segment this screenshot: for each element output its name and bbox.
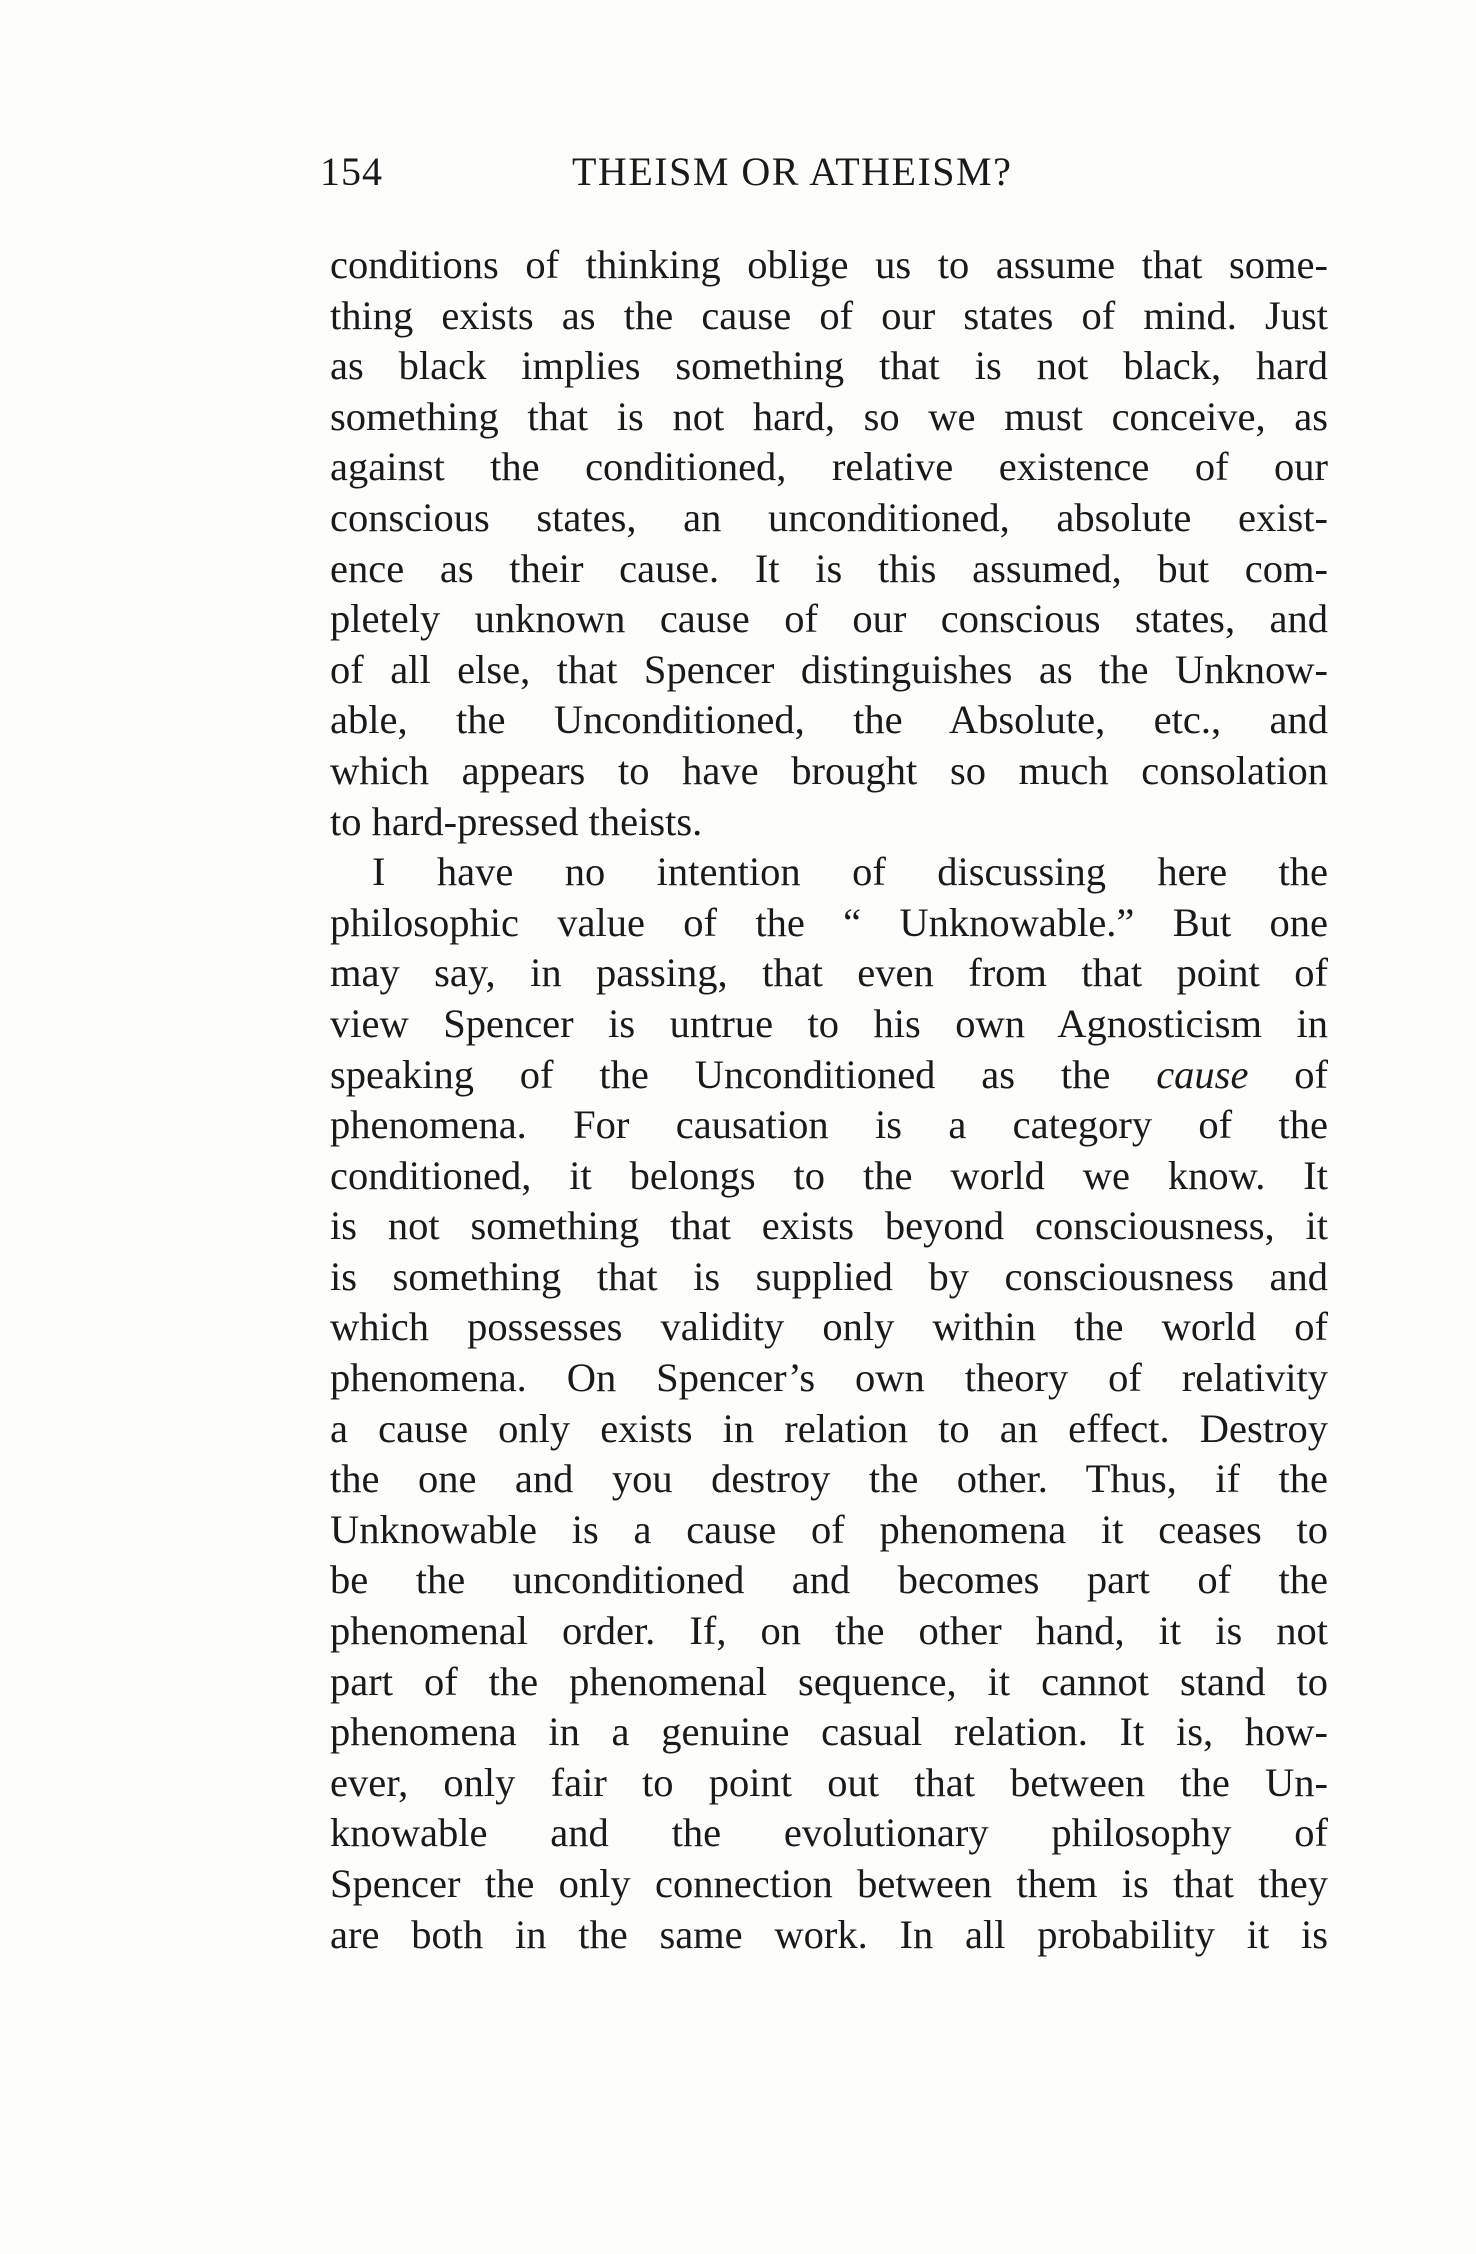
paragraph-1: [330, 240, 1328, 847]
page-number: 154: [320, 149, 383, 194]
text-line: which possesses validity only within the world of: [330, 1304, 1328, 1350]
text-line: able, the Unconditioned, the Absolute, etc., and: [330, 697, 1328, 743]
text-line: conditioned, it belongs to the world we know. It: [330, 1152, 1328, 1198]
text-line: phenomenal order. If, on the other hand, it is not: [330, 1608, 1328, 1654]
text-line: phenomena. On Spencer’s own theory of relativity: [330, 1355, 1328, 1401]
text-line: phenomena in a genuine casual relation. It is, how-: [330, 1709, 1328, 1755]
text-line: part of the phenomenal sequence, it cannot stand to: [330, 1658, 1328, 1704]
text-segment: speaking of the Unconditioned as the: [330, 1051, 1111, 1097]
text-line: view Spencer is untrue to his own Agnosticism in: [330, 1000, 1328, 1046]
text-line: knowable and the evolutionary philosophy of: [330, 1810, 1328, 1856]
text-line: conditions of thinking oblige us to assume that some-: [330, 242, 1328, 287]
text-line: philosophic value of the “ Unknowable.” But one: [330, 899, 1328, 945]
text-line: Spencer the only connection between them is that they: [330, 1861, 1328, 1906]
text-line: be the unconditioned and becomes part of the: [330, 1557, 1328, 1603]
text-line: is something that is supplied by consciousness and: [330, 1253, 1328, 1299]
text-line: thing exists as the cause of our states of mind. Just: [330, 292, 1328, 338]
text-line-with-italic: [330, 1050, 1328, 1101]
text-line: the one and you destroy the other. Thus, if the: [330, 1456, 1328, 1502]
text-line: against the conditioned, relative existence of our: [330, 444, 1328, 490]
running-title: THEISM OR ATHEISM?: [572, 149, 1013, 194]
text-line: are both in the same work. In all probability it is: [330, 1911, 1328, 1957]
text-line: pletely unknown cause of our conscious states, and: [330, 596, 1328, 642]
text-line: a cause only exists in relation to an effect. Destroy: [330, 1405, 1328, 1451]
text-line: ever, only fair to point out that between the Un-: [330, 1759, 1328, 1805]
text-line: is not something that exists beyond consciousness, it: [330, 1203, 1328, 1249]
text-line: Unknowable is a cause of phenomena it ceases to: [330, 1506, 1328, 1552]
text-line: I have no intention of discussing here the: [372, 849, 1328, 895]
text-line: which appears to have brought so much consolation: [330, 747, 1328, 793]
text-line: may say, in passing, that even from that point of: [330, 950, 1328, 996]
text-line: as black implies something that is not black, hard: [330, 343, 1328, 389]
text-line: of all else, that Spencer distinguishes as the Unknow-: [330, 646, 1328, 692]
italic-word: cause: [1156, 1051, 1249, 1097]
text-segment: of: [1294, 1051, 1329, 1097]
text-line: phenomena. For causation is a category of the: [330, 1102, 1328, 1148]
body-text: [330, 240, 1328, 1960]
paragraph-2: [330, 847, 1328, 1960]
text-line: to hard-pressed theists.: [330, 798, 703, 844]
text-line: something that is not hard, so we must conceive, as: [330, 393, 1328, 439]
text-line: ence as their cause. It is this assumed, but com-: [330, 545, 1328, 591]
text-line: conscious states, an unconditioned, absolute exist-: [330, 494, 1328, 540]
running-head: [320, 148, 1330, 198]
